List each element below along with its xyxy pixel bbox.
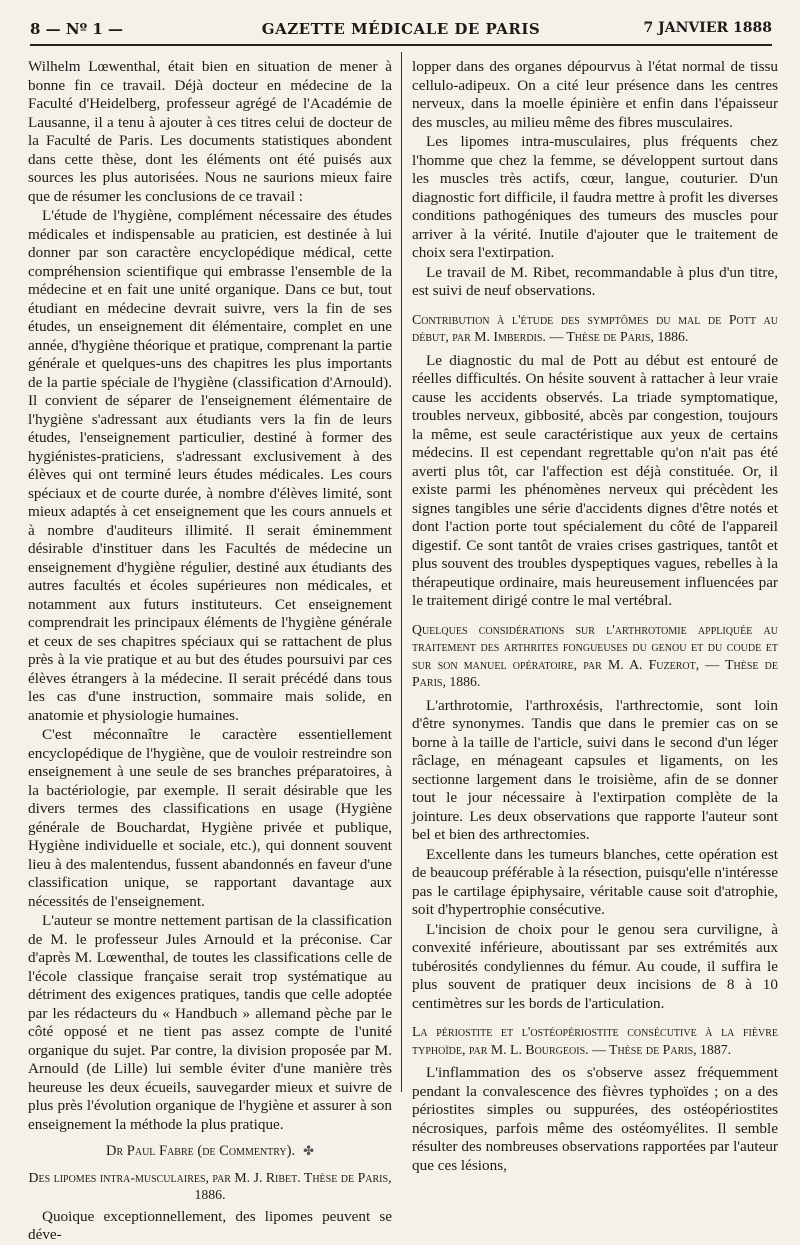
issue-date: 7 JANVIER 1888 [643, 20, 772, 36]
page-header [30, 18, 772, 46]
author-signature: Dr Paul Fabre (de Commentry). [106, 1143, 296, 1159]
paragraph: Les lipomes intra-musculaires, plus fréquents chez l'homme que chez la femme, se développent surtout dans les muscles très actifs, cœur, langue, couturier. D'un diagnostic fort difficile, il faudra mettre à profit les diverses conditions pathogéniques des tumeurs des muscles pour arriver à la vérité. Inutile d'ajouter que le traitement de choix sera l'extirpation. [412, 133, 778, 261]
column-divider [401, 52, 402, 1092]
paragraph: L'étude de l'hygiène, complément nécessaire des études médicales et indispensable au praticien, est destinée à lui donner par son caractère encyclopédique médical, cette compréhension scientifique qui embrasse l'ensemble de la médecine et en fait une unité organique. Dans ce but, tout étudiant en médecine devrait suivre, vers la fin de ses études, un enseignement dit élémentaire, complet en une année, d'hygiène théorique et pratique, comprenant la partie générale et quelques-uns des chapitres les plus importants de la partie spéciale de l'hygiène (classification d'Arnould). Il convient de séparer de l'enseignement élémentaire de l'hygiène s'adressant aux étudiants vers la fin de leurs études, l'enseignement particulier, destiné à former des hygiénistes-praticiens, s'adressant exclusivement à des élèves qui ont terminé leurs études médicales. Les cours spéciaux et de courte durée, à nombre d'élèves limité, sont mieux adaptés à cet enseignement que les cours annuels et à nombre d'auditeurs illimité. Il serait éminemment désirable d'instituer dans les Facultés de médecine un enseignement d'hygiène régulier, destiné aux étudiants des autres facultés et écoles supérieures non médicales, et notamment aux futurs instituteurs. Cet enseignement comprendrait les principaux éléments de l'hygiène générale et ceux de ses chapitres spéciaux qui se rattachent de plus près à la vie pratique et au but des études poursuivi par ces élèves étrangers à la médecine. Il serait précédé dans tous les cas d'une instruction, sommaire mais solide, en anatomie et physiologie humaines. [28, 207, 392, 724]
paragraph: L'inflammation des os s'observe assez fréquemment pendant la convalescence des fièvres typhoïdes ; on a des périostites simples ou suppurées, des ostéopériostites nécrosiques, parfois même des ostéomyélites. Il semble résulter des nombreuses observations rapportées par l'auteur que ces lésions, [412, 1064, 778, 1174]
paragraph: Le diagnostic du mal de Pott au début est entouré de réelles difficultés. On hésite souvent à rattacher à leur vraie cause les accidents observés. La triade symptomatique, troubles nerveux, gibbosité, abcès par congestion, toujours la même, est seule caractéristique aux yeux de certains médecins. Il est cependant regrettable qu'on n'ait pas été averti plus tôt, car l'affection est déjà constituée. Or, il existe parmi les phénomènes nerveux qui précèdent les signes tangibles une série d'accidents dignes d'être notés et dont l'action porte tout spécialement du côté de l'appareil digestif. Ce sont tantôt de vraies crises gastriques, tantôt et plus souvent des troubles dyspeptiques vagues, rebelles à la thérapeutique ordinaire, mais heureusement influencées par le traitement dirigé contre le mal vertébral. [412, 351, 778, 609]
paragraph: L'incision de choix pour le genou sera curviligne, à convexité inférieure, aboutissant par ses extrémités aux tubérosités condyliennes du fémur. Au coude, il suffira le plus souvent de pratiquer deux incisions de 8 à 10 centimètres sur les bords de l'articulation. [412, 920, 778, 1012]
right-column [412, 58, 778, 1174]
paragraph: Excellente dans les tumeurs blanches, cette opération est de beaucoup préférable à la résection, puisqu'elle n'intéresse pas le cartilage épiphysaire, véritable cause soit d'atrophie, soit d'hypertrophie consécutive. [412, 845, 778, 918]
signature-line [28, 1142, 392, 1161]
page-number: 8 — Nº 1 — [30, 20, 123, 38]
paragraph: C'est méconnaître le caractère essentiellement encyclopédique de l'hygiène, que de vouloir restreindre son enseignement à une seule de ses branches préparatoires, à la bactériologie, par exemple. Il serait désirable que les divers termes des classifications en usage (Hygiène générale de Bouchardat, Hygiène privée et publique, Hygiène individuelle et sociale, etc.), qui donnent souvent lieu à des malentendus, fussent abandonnés en faveur d'une classification unique, se rapportant davantage aux nécessités de l'enseignement. [28, 726, 392, 910]
paragraph: Quoique exceptionnellement, des lipomes peuvent se déve- [28, 1207, 392, 1243]
article-title: Des lipomes intra-musculaires, par M. J. Ribet. Thèse de Paris, 1886. [28, 1169, 392, 1202]
journal-title: GAZETTE MÉDICALE DE PARIS [261, 20, 541, 38]
paragraph: L'auteur se montre nettement partisan de la classification de M. le professeur Jules Arnould et la préconise. Car d'après M. Lœwenthal, de toutes les classifications celle de l'école classique française serait trop systématique au détriment des exigences pratiques, tandis que celle adoptée par les rédacteurs du « Handbuch » allemand pèche par le côté opposé et ne tient pas assez compte de l'unité organique du sujet. Par contre, la division proposée par M. Arnould (de Lille) lui semble éviter d'une manière très heureuse les deux écueils, sauvegarder mieux et suivre de plus près l'évolution organique de l'hygiène et assurer à son enseignement la méthode la plus pratique. [28, 912, 392, 1133]
paragraph: L'arthrotomie, l'arthroxésis, l'arthrectomie, sont loin d'être synonymes. Tandis que dans le premier cas on se borne à la taille de l'article, suivi dans le second d'un léger râclage, en ménageant capsules et ligaments, on les sectionne largement dans le troisième, afin de se donner tout le jour nécessaire à l'extirpation complète de la jointure. Les deux observations que rapporte l'auteur sont bel et bien des arthrectomies. [412, 696, 778, 843]
paragraph: lopper dans des organes dépourvus à l'état normal de tissu cellulo-adipeux. On a cité leur présence dans les centres nerveux, dans la moelle épinière et enfin dans l'épaisseur des muscles, au milieu même des fibres musculaires. [412, 58, 778, 131]
paragraph: Wilhelm Lœwenthal, était bien en situation de mener à bonne fin ce travail. Déjà docteur en médecine de la Faculté d'Heidelberg, professeur agrégé de l'Académie de Lausanne, il a tenu à ajouter à ces titres celui de docteur de la Faculté de Paris. Les documents statistiques abondent dans cette thèse, dont les éléments ont été puisés aux sources les plus autorisées. Nous ne saurions mieux faire que de résumer les conclusions de ce travail : [28, 58, 392, 205]
article-title: Contribution à l'étude des symptômes du mal de Pott au début, par M. Imberdis. — Thèse de Paris, 1886. [412, 311, 778, 344]
left-column [28, 58, 392, 1243]
article-title: La périostite et l'ostéopériostite consécutive à la fièvre typhoïde, par M. L. Bourgeois. — Thèse de Paris, 1887. [412, 1024, 778, 1057]
paragraph: Le travail de M. Ribet, recommandable à plus d'un titre, est suivi de neuf observations. [412, 263, 778, 299]
article-title: Quelques considérations sur l'arthrotomie appliquée au traitement des arthrites fongueuses du genou et du coude et sur son manuel opératoire, par M. A. Fuzerot, — Thèse de Paris, 1886. [412, 621, 778, 689]
ornament-icon: ✤ [303, 1143, 314, 1158]
